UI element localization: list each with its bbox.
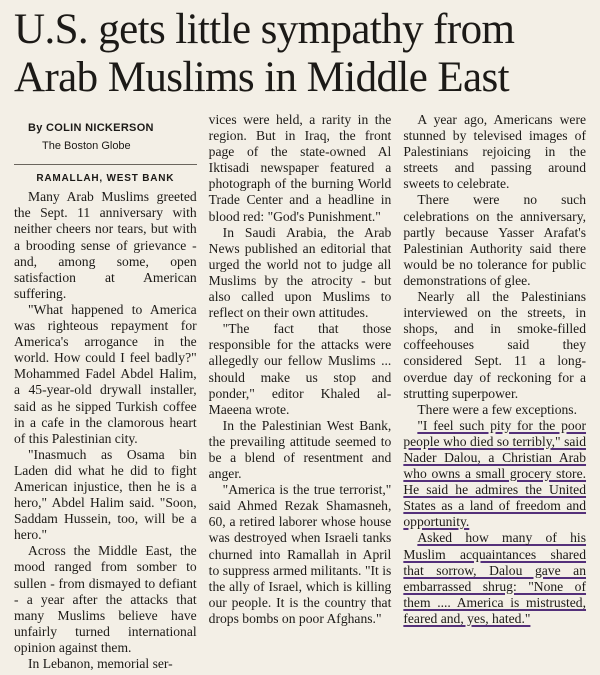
article-columns (14, 112, 586, 672)
paragraph: "America is the true terrorist," said Ahmed Rezak Shamasneh, 60, a retired laborer whose house was destroyed when Israeli tanks churned into Ramallah in April to suppress armed militants. "It is the ally of Israel, which is killing our people. It is the country that drops bombs on poor Afghans." (208, 482, 392, 626)
column-2 (209, 112, 392, 672)
paragraph: vices were held, a rarity in the region. But in Iraq, the front page of the state-owned Al Iktisadi newspaper featured a photograph of the burning World Trade Center and a headline in blood red: "God's Punishment." (208, 112, 392, 224)
paragraph: Nearly all the Palestinians interviewed on the streets, in shops, and in smoke-filled coffeehouses said they considered Sept. 11 a long-overdue day of reckoning for a strutting superpower. (403, 289, 587, 401)
paragraph: There were a few exceptions. (417, 401, 577, 417)
column-1 (14, 112, 197, 672)
paragraph: Across the Middle East, the mood ranged from somber to sullen - from dismayed to defiant - a year after the attacks that many Muslims believe have unfairly turned international opinion against them. (14, 543, 197, 655)
paragraph: "The fact that those responsible for the attacks were allegedly our fellow Muslims ... should make us stop and ponder," editor Khaled al-Maeena wrote. (208, 321, 392, 417)
paragraph: A year ago, Americans were stunned by televised images of Palestinians rejoicing in the streets and passing around sweets to celebrate. (403, 112, 587, 192)
divider (14, 164, 197, 165)
paragraph: "Inasmuch as Osama bin Laden did what he did to fight American injustice, then he is a hero," Abdel Halim said. "Soon, Saddam Hussein, too, will be a hero." (14, 446, 197, 543)
paragraph: In the Palestinian West Bank, the prevailing attitude seemed to be a blend of resentment and anger. (208, 417, 392, 482)
paragraph: In Lebanon, memorial ser- (28, 656, 173, 671)
dateline: RAMALLAH, WEST BANK (36, 173, 175, 185)
headline: U.S. gets little sympathy from Arab Muslims in Middle East (14, 6, 515, 101)
organization: The Boston Globe (42, 140, 131, 153)
paragraph: Many Arab Muslims greeted the Sept. 11 anniversary with neither cheers nor tears, but with a brooding sense of grievance - and, among some, open satisfaction at American suffering. (14, 189, 197, 301)
underlined-paragraph: Asked how many of his Muslim acquaintances shared that sorrow, Dalou gave an embarrassed shrug: "None of them .... America is mistrusted, feared and, yes, hated." (403, 530, 587, 626)
underlined-paragraph: "I feel such pity for the poor people who died so terribly," said Nader Dalou, a Christian Arab who owns a small grocery store. He said he admires the United States as a land of freedom and opportunity. (403, 417, 587, 530)
paragraph: "What happened to America was righteous repayment for America's arrogance in the world. How could I feel badly?" Mohammed Fadel Abdel Halim, a 45-year-old drywall installer, said as he sipped Turkish coffee in a cafe in the clamorous heart of this Palestinian city. (14, 301, 197, 446)
byline: By COLIN NICKERSON (28, 122, 154, 134)
paragraph: In Saudi Arabia, the Arab News published an editorial that urged the world not to judge all Muslims by the atrocity - but also called upon Muslims to reflect on their own attitudes. (208, 224, 392, 321)
column-3 (403, 112, 586, 672)
paragraph: There were no such celebrations on the anniversary, partly because Yasser Arafat's Palestinian Authority said there would be no tolerance for public demonstrations of glee. (403, 192, 587, 288)
